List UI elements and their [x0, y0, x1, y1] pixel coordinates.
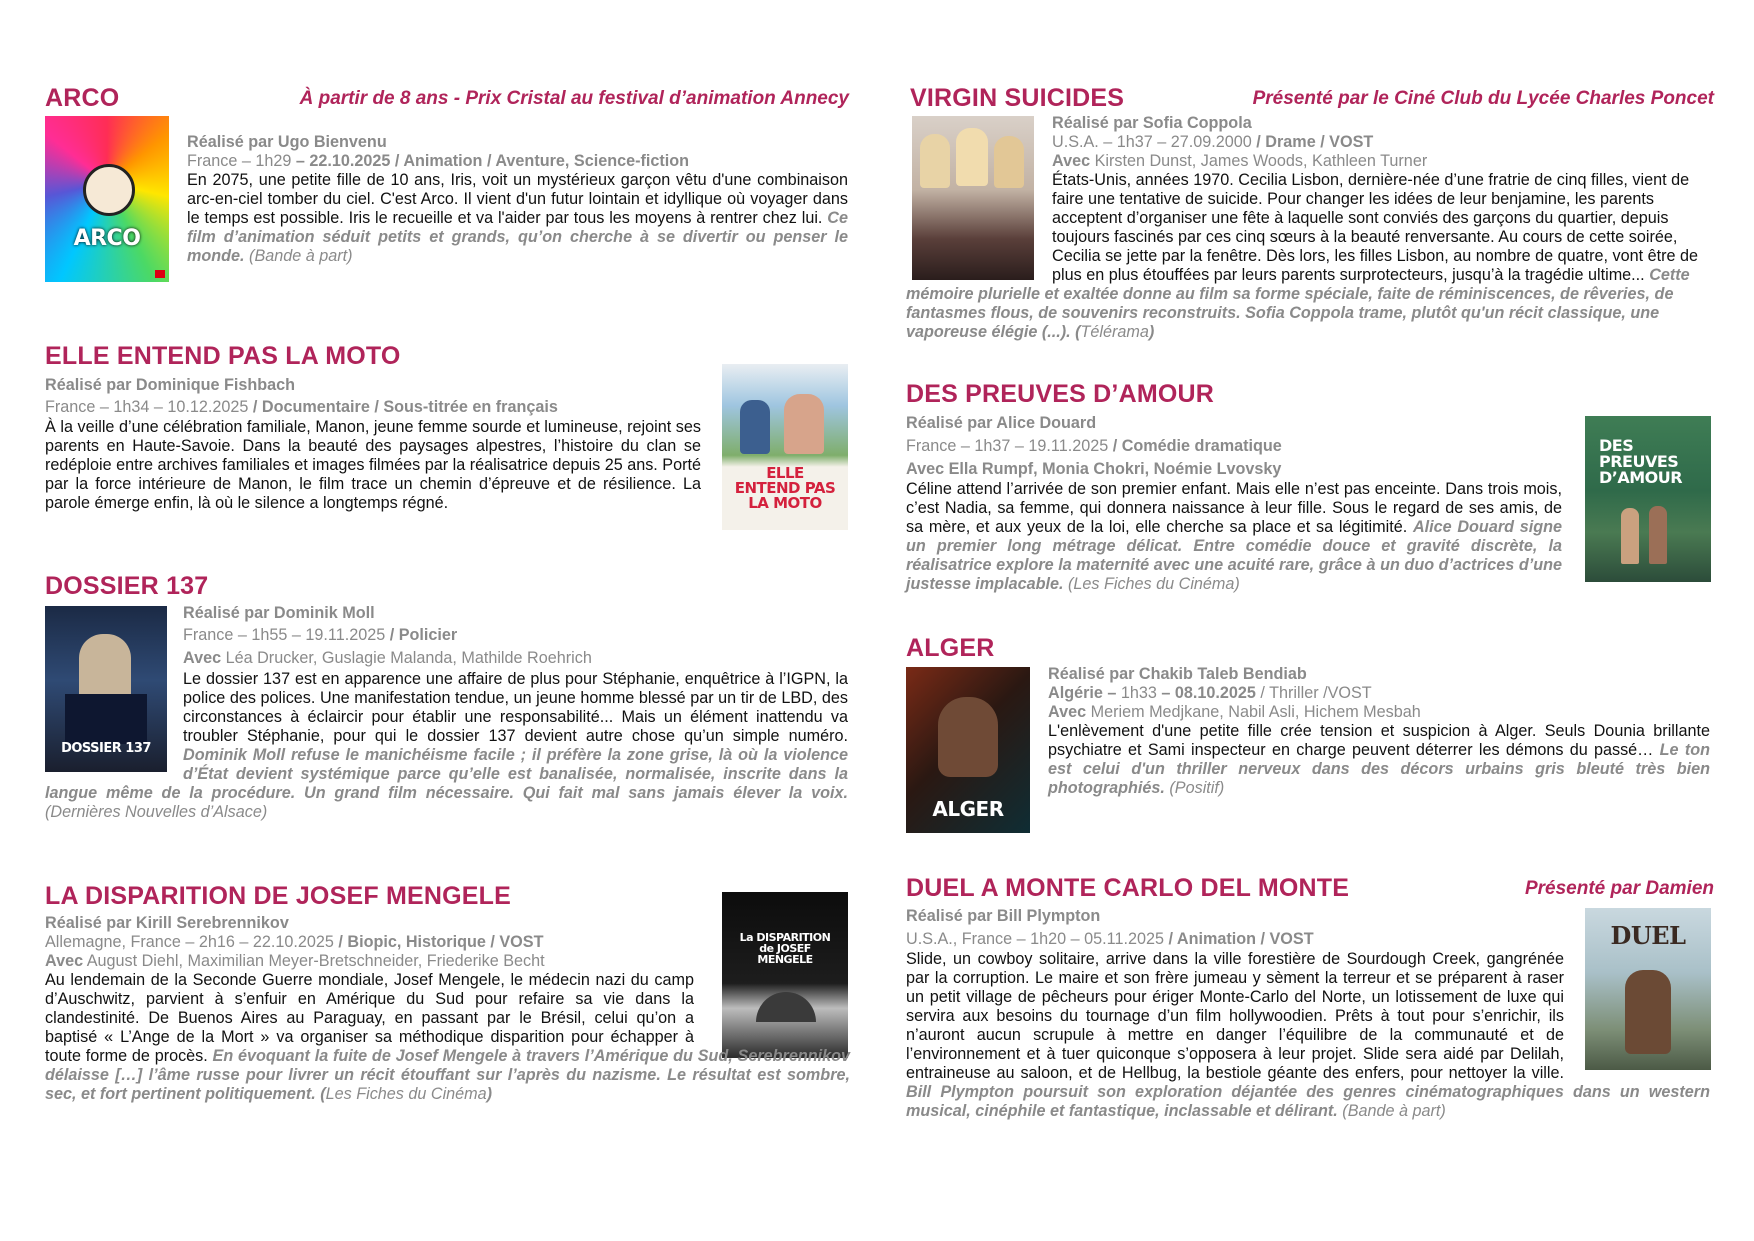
film-country-duration-arco: France – 1h29 [187, 152, 296, 170]
film-info-moto [45, 398, 558, 417]
critique-close-mengele: ) [486, 1085, 493, 1103]
film-tagline-arco: À partir de 8 ans - Prix Cristal au festival d’animation Annecy [299, 88, 849, 109]
film-title-mengele: LA DISPARITION DE JOSEF MENGELE [45, 882, 511, 910]
poster-dossier-text: DOSSIER 137 [61, 741, 151, 756]
critique-source-arco: (Bande à part) [244, 247, 353, 265]
critique-source-dossier: (Dernières Nouvelles d’Alsace) [45, 803, 268, 821]
film-title-dossier: DOSSIER 137 [45, 572, 209, 600]
film-title-virgin: VIRGIN SUICIDES [910, 84, 1125, 112]
cast-names-mengele: August Diehl, Maximilian Meyer-Bretschneider, Friederike Becht [83, 952, 545, 970]
synopsis-text-dossier: Le dossier 137 est en apparence une affaire de plus pour Stéphanie, enquêtrice à l’IGPN, la police des polices. Une manifestation tendue, un jeune homme blessé par un tir de LBD, des circonstances à éclaircir pour établir une responsabilité... Mais un élément inattendu va troubler Stéphanie, pour qui le dossier 137 devient autre chose qu’un simple numéro. [183, 670, 848, 745]
film-cast-virgin [1052, 152, 1427, 171]
critique-preuves: Alice Douard signe un premier long métrage délicat. Entre comédie douce et gravité discrète, la réalisatrice explore la maternité avec une acuité rare, grâce à un duo d’actrices d’une justesse implacable. [906, 518, 1563, 593]
critique-virgin: Cette mémoire plurielle et exaltée donne au film sa forme spéciale, faite de réminiscences, de rêveries, de fantasmes flous, de souvenirs reconstruits. Sofia Coppola trame, plutôt qu'un récit classique, une vaporeuse élégie (...). ( [906, 266, 1690, 341]
cast-label-alger: Avec [1048, 703, 1087, 721]
film-info-mengele [45, 933, 543, 952]
film-cast-preuves: Avec Ella Rumpf, Monia Chokri, Noémie Lvovsky [906, 460, 1282, 478]
film-genres-dossier: / Policier [385, 626, 458, 644]
film-director-dossier: Réalisé par Dominik Moll [183, 604, 375, 622]
cast-names-dossier: Léa Drucker, Guslagie Malanda, Mathilde Roehrich [221, 649, 592, 667]
film-country-duration-duel: U.S.A., France – 1h20 – 05.11.2025 [906, 930, 1164, 948]
synopsis-text-virgin: États-Unis, années 1970. Cecilia Lisbon, dernière-née d’une fratrie de cinq filles, vient de faire une tentative de suicide. Pour changer les idées de leur benjamine, les parents acceptent d’organiser une fête à laquelle sont conviés des garçons du quartier, depuis toujours fascinés par ces cinq sœurs à la beauté renversante. Au cours de cette soirée, Cecilia se jette par la fenêtre. Dès lors, les filles Lisbon, au nombre de quatre, vont être de plus en plus étouffées par leurs parents surprotecteurs, jusqu’à la tragédie ultime... [1052, 171, 1699, 284]
film-info-duel [906, 930, 1314, 949]
critique-source-virgin: Télérama [1080, 323, 1149, 341]
critique-mengele: En évoquant la fuite de Josef Mengele à travers l’Amérique du Sud, Serebrennikov délaisse […] l’âme russe pour livrer un récit étouffant sur l’après du nazisme. Le résultat est sombre, sec, et fort pertinent politiquement. ( [45, 1047, 850, 1103]
film-synopsis-virgin [906, 171, 1710, 342]
poster-moto [722, 364, 848, 530]
critique-arco: Ce film d’animation séduit petits et grands, qu’on cherche à se divertir ou penser le monde. [187, 209, 848, 265]
film-director-arco: Réalisé par Ugo Bienvenu [187, 133, 387, 151]
poster-preuves [1585, 416, 1711, 582]
film-synopsis-alger [1048, 722, 1710, 798]
synopsis-text-alger: L'enlèvement d'une petite fille crée tension et suspicion à Alger. Seuls Dounia brillante psychiatre et Sami inspecteur en charge peuvent déterrer les démons du passé… [1048, 722, 1710, 759]
cast-label-dossier: Avec [183, 649, 222, 667]
poster-alger [906, 667, 1030, 833]
film-info-virgin [1052, 133, 1373, 152]
cast-label-virgin: Avec [1052, 152, 1091, 170]
cast-names-alger: Meriem Medjkane, Nabil Asli, Hichem Mesbah [1086, 703, 1421, 721]
critique-dossier: Dominik Moll refuse le manichéisme facile ; il préfère la zone grise, là où la violence d’État devient systémique parce qu’elle est banalisée, normalisée, inscrite dans la langue même de la procédure. Un grand film nécessaire. Qui fait mal sans jamais élever la voix. [45, 746, 848, 802]
film-director-duel: Réalisé par Bill Plympton [906, 907, 1101, 925]
film-cast-dossier [183, 649, 592, 668]
film-genres-duel: / Animation / VOST [1163, 930, 1314, 948]
film-genres-alger: / Thriller /VOST [1255, 684, 1372, 702]
film-cast-alger [1048, 703, 1421, 722]
film-synopsis-preuves [906, 480, 1562, 594]
film-country-alger: Algérie – [1048, 684, 1121, 702]
film-genres-arco: / Animation / Aventure, Science-fiction [390, 152, 690, 170]
film-title-moto: ELLE ENTEND PAS LA MOTO [45, 342, 401, 370]
poster-arco [45, 116, 169, 282]
critique-alger: Le ton est celui d'un thriller nerveux dans des décors urbains gris bleuté très bien photographiés. [1048, 741, 1710, 797]
film-info-dossier [183, 626, 457, 645]
film-synopsis-dossier [45, 670, 848, 822]
critique-source-duel: (Bande à part) [1337, 1102, 1446, 1120]
critique-close-virgin: ) [1148, 323, 1155, 341]
film-director-moto: Réalisé par Dominique Fishbach [45, 376, 296, 394]
synopsis-text-arco: En 2075, une petite fille de 10 ans, Iris, voit un mystérieux garçon vêtu d'une combinaison arc-en-ciel tomber du ciel. C'est Arco. Il vient d'un futur lointain et idyllique où voyager dans le temps est possible. Iris le recueille et va l'aider par tous les moyens à rentrer chez lui. [187, 171, 848, 227]
film-synopsis-moto: À la veille d’une célébration familiale, Manon, jeune femme sourde et lumineuse, rejoint ses parents en Haute-Savoie. Dans la beauté des paysages alpestres, l’histoire du clan se redéploie entre archives familiales et images filmées par la réalisatrice depuis 25 ans. Porté par la force intérieure de Manon, le film trace un chemin d’épreuve et de résilience. La parole émerge enfin, là où le silence a longtemps régné. [45, 418, 701, 512]
film-genres-virgin: / Drame / VOST [1251, 133, 1374, 151]
film-title-arco: ARCO [45, 84, 120, 112]
film-synopsis-mengele [45, 971, 850, 1104]
film-country-duration-mengele: Allemagne, France – 2h16 – 22.10.2025 [45, 933, 334, 951]
poster-mengele-text: La DISPARITION de JOSEF MENGELE [739, 931, 831, 966]
synopsis-text-mengele: Au lendemain de la Seconde Guerre mondiale, Josef Mengele, le médecin nazi du camp d’Auschwitz, parvient à s’enfuir en Amérique du Sud pour refaire sa vie dans la clandestinité. De Buenos Aires au Paraguay, en passant par le Brésil, celui qu’on a baptisé « L’Ange de la Mort » va organiser sa méthodique disparition pour échapper à toute forme de procès. [45, 971, 694, 1065]
film-title-preuves: DES PREUVES D’AMOUR [906, 380, 1215, 408]
film-cast-mengele [45, 952, 545, 971]
film-title-duel: DUEL A MONTE CARLO DEL MONTE [906, 874, 1350, 902]
film-genres-preuves: / Comédie dramatique [1108, 437, 1282, 455]
film-director-virgin: Réalisé par Sofia Coppola [1052, 114, 1252, 132]
cast-names-virgin: Kirsten Dunst, James Woods, Kathleen Turner [1090, 152, 1428, 170]
synopsis-text-duel: Slide, un cowboy solitaire, arrive dans la ville forestière de Sourdough Creek, gangrénée par la corruption. Le maire et son frère jumeau y sèment la terreur et se préparent à raser un petit village de pêcheurs pour ériger Monte-Carlo del Norte, un lotissement de luxe qui servira aux besoins du tournage d’un film hollywoodien. Prêts à tout pour s’enrichir, ils n’auront aucun scrupule à mettre en danger l’équilibre de la communauté et de l’environnement et à tuer quiconque s’opposera à leur projet. Slide sera aidé par Delilah, entraineuse au saloon, et de Hellbug, la bestiole géante des enfers, pour nettoyer la ville. [906, 950, 1564, 1082]
film-synopsis-duel [906, 950, 1710, 1121]
synopsis-text-preuves: Céline attend l’arrivée de son premier enfant. Mais elle n’est pas enceinte. Dans trois mois, c’est Nadia, sa femme, qui donnera naissance à leur fille. Sous le regard de ses amis, de sa mère, et aux yeux de la loi, elle cherche sa place et sa légitimité. [906, 480, 1562, 536]
film-country-duration-moto: France – 1h34 – 10.12.2025 [45, 398, 249, 416]
film-tagline-virgin: Présenté par le Ciné Club du Lycée Charles Poncet [1252, 88, 1714, 109]
poster-moto-text: ELLE ENTEND PAS LA MOTO [734, 464, 836, 512]
film-date-alger: – 08.10.2025 [1161, 684, 1256, 702]
film-duration-alger: 1h33 [1120, 684, 1162, 702]
film-country-duration-dossier: France – 1h55 – 19.11.2025 [183, 626, 386, 644]
film-genres-mengele: / Biopic, Historique / VOST [333, 933, 544, 951]
film-country-duration-virgin: U.S.A. – 1h37 – 27.09.2000 [1052, 133, 1252, 151]
film-tagline-duel: Présenté par Damien [1524, 878, 1714, 899]
film-date-arco: – 22.10.2025 [295, 152, 391, 170]
film-genres-moto: / Documentaire / Sous-titrée en français [248, 398, 558, 416]
critique-source-preuves: (Les Fiches du Cinéma) [1063, 575, 1240, 593]
cast-label-mengele: Avec [45, 952, 84, 970]
film-info-arco [187, 152, 689, 171]
critique-source-alger: (Positif) [1164, 779, 1225, 797]
film-director-alger: Réalisé par Chakib Taleb Bendiab [1048, 665, 1307, 683]
film-director-mengele: Réalisé par Kirill Serebrennikov [45, 914, 289, 932]
poster-duel-text: DUEL [1610, 921, 1686, 950]
critique-duel: Bill Plympton poursuit son exploration déjantée des genres cinématographiques dans un western musical, cinéphile et fantastique, inclassable et délirant. [906, 1083, 1710, 1120]
film-synopsis-arco [187, 171, 848, 266]
poster-arco-text: ARCO [73, 226, 141, 251]
film-title-alger: ALGER [906, 634, 995, 662]
film-director-preuves: Réalisé par Alice Douard [906, 414, 1097, 432]
poster-preuves-text: DES PREUVES D’AMOUR [1599, 436, 1683, 487]
film-info-preuves [906, 437, 1282, 456]
critique-source-mengele: Les Fiches du Cinéma [325, 1085, 487, 1103]
film-country-duration-preuves: France – 1h37 – 19.11.2025 [906, 437, 1109, 455]
film-info-alger [1048, 684, 1372, 703]
poster-alger-text: ALGER [932, 797, 1004, 821]
